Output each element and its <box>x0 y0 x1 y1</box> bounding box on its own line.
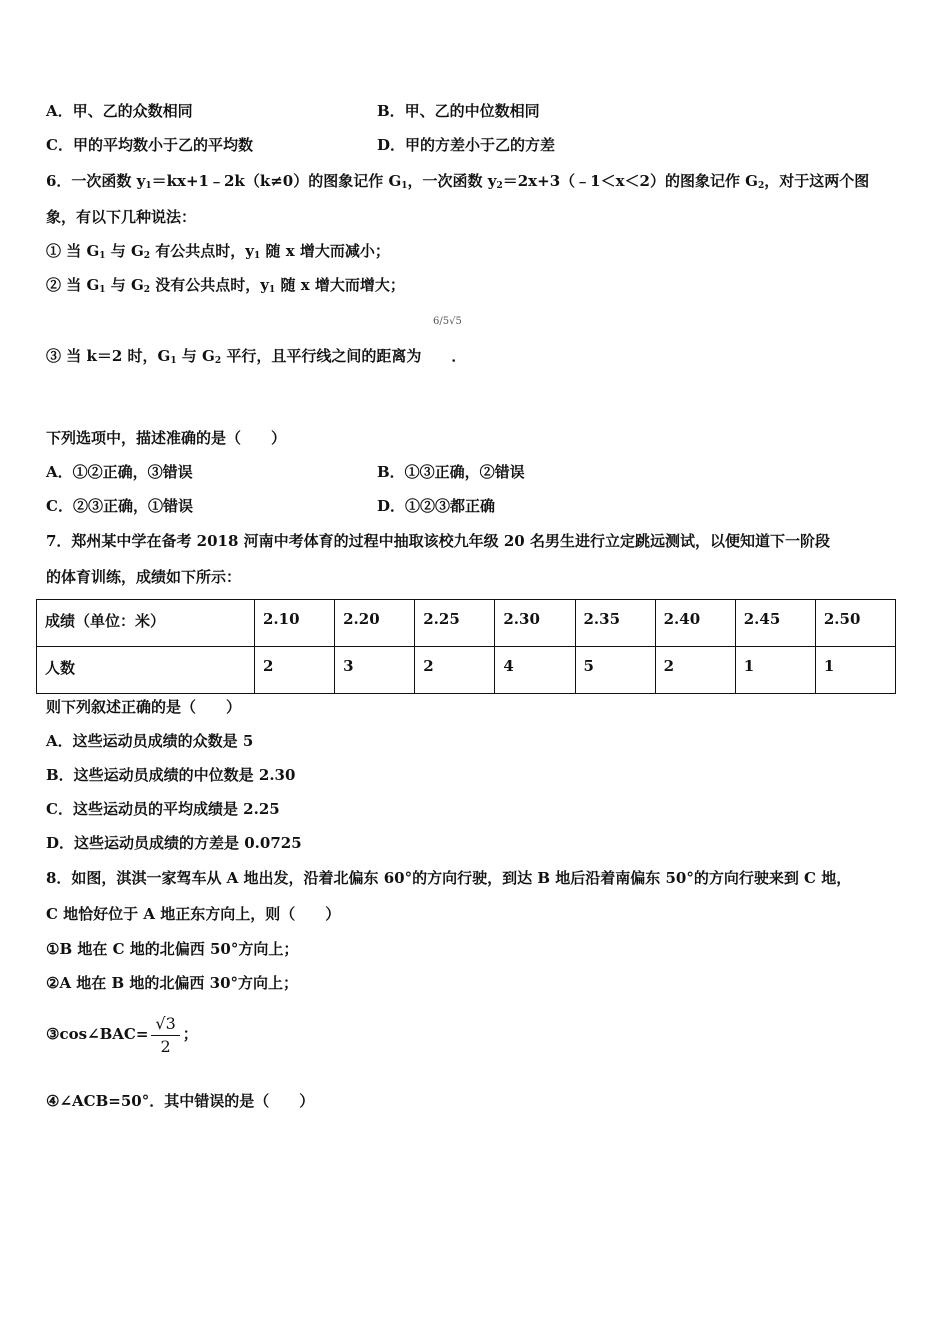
q7-option-d: D．这些运动员成绩的方差是 0.0725 <box>46 834 302 852</box>
table-cell: 4 <box>495 647 575 694</box>
table-cell: 1 <box>815 647 895 694</box>
q7-question: 则下列叙述正确的是（ ） <box>46 698 242 716</box>
table-header-cell: 人数 <box>37 647 255 694</box>
q8-stem-line1: 8．如图，淇淇一家驾车从 A 地出发，沿着北偏东 60°的方向行驶，到达 B 地后沿着南偏东 50°的方向行驶来到 C 地， <box>46 869 852 887</box>
q8-stem-line2: C 地恰好位于 A 地正东方向上，则（ ） <box>46 905 341 923</box>
q7-stem-line1: 7．郑州某中学在备考 2018 河南中考体育的过程中抽取该校九年级 20 名男生进行立定跳远测试，以便知道下一阶段 <box>46 532 830 550</box>
table-cell: 5 <box>575 647 655 694</box>
table-cell: 2.50 <box>815 600 895 647</box>
sqrt3-over-2-fraction: $\frac{√3}{2}$ <box>151 1013 179 1058</box>
table-cell: 2.45 <box>735 600 815 647</box>
q6-question: 下列选项中，描述准确的是（ ） <box>46 429 287 447</box>
q6-stem-line1: 6．一次函数 $y_1=kx+1﹣2k(k\ne 0)$的图象记作 $G_1$，一次函数 $y_2=2x+3(﹣1<x<2)$的图象记作 $G_2$，对于这两个图 <box>46 172 870 191</box>
q8-statement-3: ③cos∠BAC= $\frac{√3}{2}$ ； <box>46 1013 198 1056</box>
q7-stem-line2: 的体育训练，成绩如下所示： <box>46 568 242 586</box>
q6-option-c: C．②③正确，①错误 <box>46 497 193 515</box>
table-cell: 2.25 <box>415 600 495 647</box>
table-cell: 2.20 <box>335 600 415 647</box>
q5-option-d: D．甲的方差小于乙的方差 <box>377 136 556 154</box>
q6-statement-3: ③ 当 k＝2 时，$G_1$ 与 $G_2$ 平行，且平行线之间的距离为 ． <box>46 347 467 366</box>
table-cell: 1 <box>735 647 815 694</box>
table-header-cell: 成绩（单位：米） <box>37 600 255 647</box>
table-cell: 2.40 <box>655 600 735 647</box>
q5-option-b: B．甲、乙的中位数相同 <box>377 102 540 120</box>
q6-stem-line2: 象，有以下几种说法： <box>46 208 197 226</box>
q6-option-a: A．①②正确，③错误 <box>46 463 193 481</box>
distance-fraction: 6/5√5 <box>433 316 462 327</box>
q6-option-b: B．①③正确，②错误 <box>377 463 525 481</box>
table-cell: 2 <box>255 647 335 694</box>
q7-option-b: B．这些运动员成绩的中位数是 2.30 <box>46 766 296 784</box>
q7-option-c: C．这些运动员的平均成绩是 2.25 <box>46 800 280 818</box>
table-cell: 2.10 <box>255 600 335 647</box>
q6-option-d: D．①②③都正确 <box>377 497 496 515</box>
q6-statement-2: ② 当 $G_1$ 与 $G_2$ 没有公共点时，$y_1$ 随 x 增大而增大； <box>46 276 405 295</box>
table-cell: 2.35 <box>575 600 655 647</box>
q8-statement-1: ①B 地在 C 地的北偏西 50°方向上； <box>46 940 299 958</box>
table-row <box>37 647 896 694</box>
q5-option-c: C．甲的平均数小于乙的平均数 <box>46 136 253 154</box>
table-cell: 2 <box>415 647 495 694</box>
q6-statement-1: ① 当 $G_1$ 与 $G_2$ 有公共点时，$y_1$ 随 x 增大而减小； <box>46 242 390 261</box>
score-table <box>36 599 896 694</box>
table-cell: 2 <box>655 647 735 694</box>
q8-statement-2: ②A 地在 B 地的北偏西 30°方向上； <box>46 974 299 992</box>
q8-statement-4: ④∠ACB=50°．其中错误的是（ ） <box>46 1092 315 1110</box>
q7-option-a: A．这些运动员成绩的众数是 5 <box>46 732 254 750</box>
q5-option-a: A．甲、乙的众数相同 <box>46 102 193 120</box>
table-cell: 3 <box>335 647 415 694</box>
table-cell: 2.30 <box>495 600 575 647</box>
table-row <box>37 600 896 647</box>
